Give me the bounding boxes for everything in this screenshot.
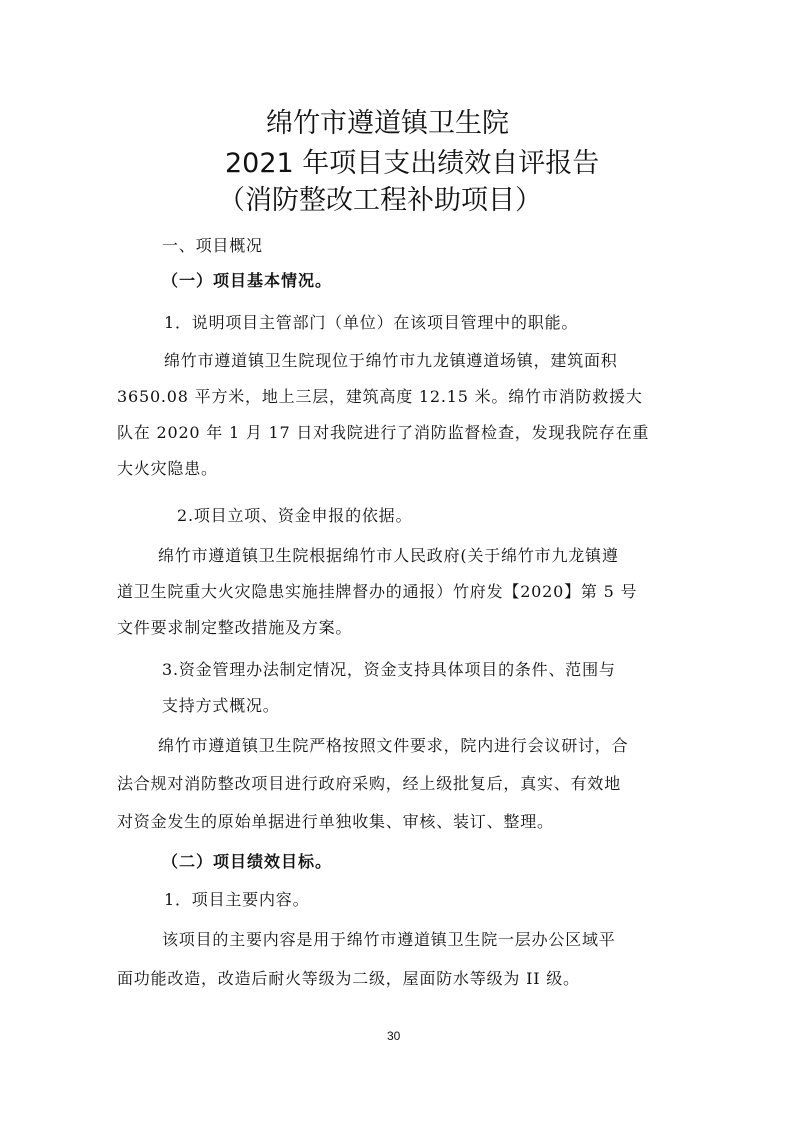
section-heading-overview: 一、项目概况 (162, 236, 263, 255)
paragraph-line: 绵竹市遵道镇卫生院严格按照文件要求，院内进行会议研讨，合 (158, 736, 629, 755)
title-line-1: 绵竹市遵道镇卫生院 (266, 108, 509, 139)
paragraph-line: 队在 2020 年 1 月 17 日对我院进行了消防监督检查，发现我院存在重 (117, 423, 650, 442)
paragraph-line: 3650.08 平方米，地上三层，建筑高度 12.15 米。绵竹市消防救援大 (117, 387, 643, 406)
paragraph-line: 文件要求制定整改措施及方案。 (117, 618, 353, 637)
item-heading-2: 2.项目立项、资金申报的依据。 (177, 506, 413, 525)
item-heading-3-cont: 支持方式概况。 (162, 696, 280, 715)
paragraph-line: 该项目的主要内容是用于绵竹市遵道镇卫生院一层办公区域平 (162, 930, 616, 949)
paragraph-line: 绵竹市遵道镇卫生院根据绵竹市人民政府(关于绵竹市九龙镇遵 (158, 546, 619, 565)
item-heading-1: 1．说明项目主管部门（单位）在该项目管理中的职能。 (164, 313, 579, 332)
paragraph-line: 对资金发生的原始单据进行单独收集、审核、装订、整理。 (117, 812, 554, 831)
paragraph-line: 道卫生院重大火灾隐患实施挂牌督办的通报）竹府发【2020】第 5 号 (117, 582, 638, 601)
page-number: 30 (387, 1029, 401, 1043)
paragraph-line: 绵竹市遵道镇卫生院现位于绵竹市九龙镇遵道场镇，建筑面积 (164, 351, 618, 370)
title-line-2: 2021 年项目支出绩效自评报告 (225, 148, 600, 179)
subsection-heading-performance-goals: （二）项目绩效目标。 (162, 852, 333, 871)
paragraph-line: 面功能改造，改造后耐火等级为二级，屋面防水等级为 II 级。 (117, 969, 580, 988)
paragraph-line: 大火灾隐患。 (117, 459, 218, 478)
item-heading-3: 3.资金管理办法制定情况，资金支持具体项目的条件、范围与 (162, 660, 616, 679)
title-line-3: （消防整改工程补助项目） (218, 185, 542, 216)
item-heading-4: 1．项目主要内容。 (164, 890, 310, 909)
paragraph-line: 法合规对消防整改项目进行政府采购，经上级批复后，真实、有效地 (117, 774, 622, 793)
subsection-heading-basic-info: （一）项目基本情况。 (162, 271, 333, 290)
